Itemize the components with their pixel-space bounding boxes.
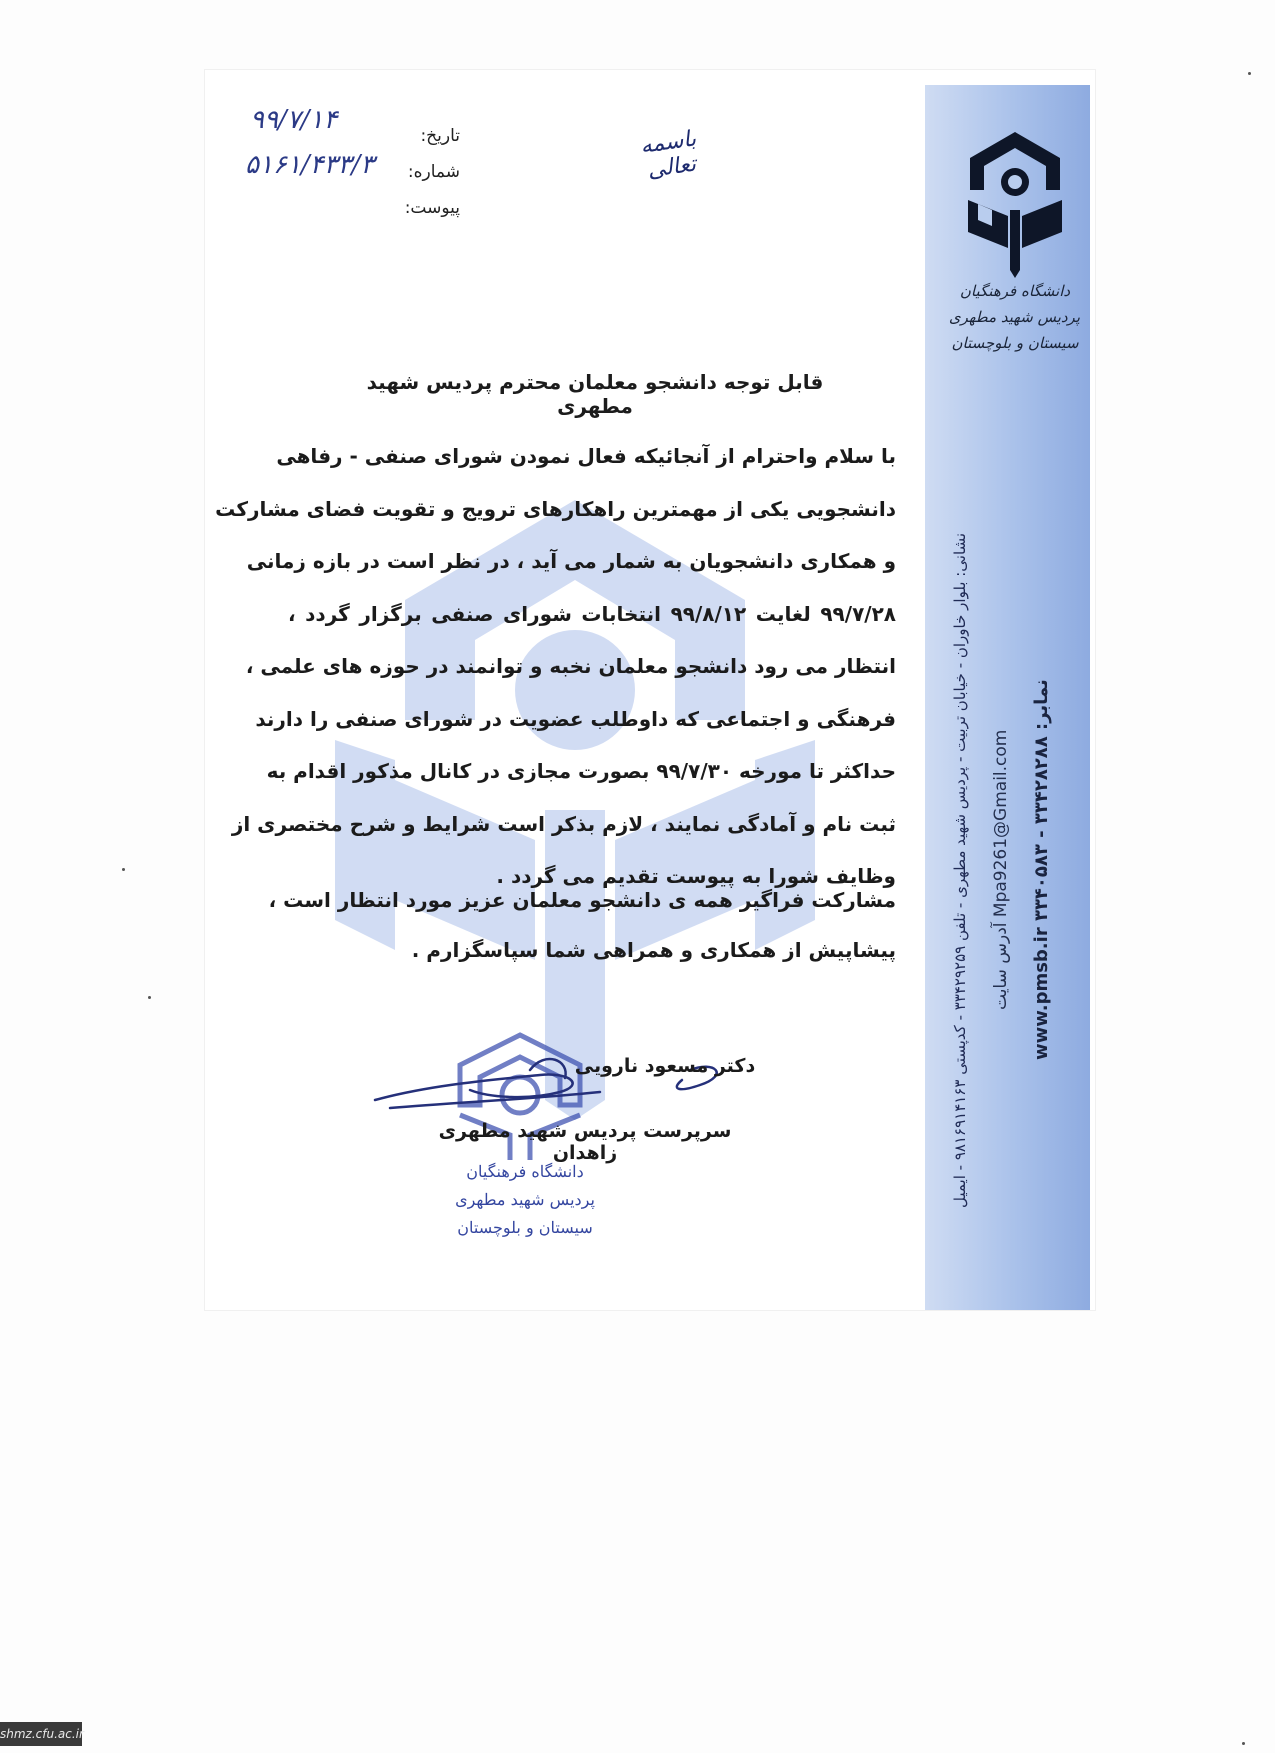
letter-meta-labels: [380, 118, 460, 226]
university-name: [950, 278, 1080, 356]
body-line: فرهنگی و اجتماعی که داوطلب عضویت در شورای صنفی را دارند: [255, 706, 896, 731]
body-line: و همکاری دانشجویان به شمار می آید ، در نظر است در بازه زمانی: [246, 549, 896, 573]
attachment-label: پیوست:: [404, 198, 460, 218]
closing-line: مشارکت فراگیر همه ی دانشجو معلمان عزیز مورد انتظار است ،: [268, 888, 896, 912]
handwritten-date: ۹۹/۷/۱۴: [250, 105, 338, 135]
letter-subject: قابل توجه دانشجو معلمان محترم پردیس شهید مطهری: [366, 370, 824, 418]
signer-title: سرپرست پردیس شهید مطهری زاهدان: [438, 1120, 732, 1164]
body-line: وظایف شورا به پیوست تقدیم می گردد .: [496, 864, 896, 888]
number-label: شماره:: [407, 162, 460, 182]
stamp-line: پردیس شهید مطهری: [455, 1190, 595, 1209]
bismillah-heading: باسمه تعالی: [638, 126, 698, 184]
scan-speck: [1248, 72, 1251, 75]
university-name-line: پردیس شهید مطهری: [948, 308, 1080, 326]
body-line: ۹۹/۷/۲۸ لغایت ۹۹/۸/۱۲ انتخابات شورای صنفی برگزار گردد ،: [288, 601, 896, 626]
body-line: با سلام واحترام از آنجائیکه فعال نمودن شورای صنفی - رفاهی: [276, 444, 896, 468]
signer-name: دکتر مسعود نارویی: [574, 1055, 756, 1077]
site-watermark-tag: shmz.cfu.ac.ir: [0, 1722, 82, 1746]
scan-speck: [148, 996, 151, 999]
letter-body: [215, 430, 896, 903]
body-line: دانشجویی یکی از مهمترین راهکارهای ترویج و تقویت فضای مشارکت: [215, 496, 896, 521]
university-logo: [960, 130, 1070, 280]
body-line: حداکثر تا مورخه ۹۹/۷/۳۰ بصورت مجازی در کانال مذکور اقدام به: [266, 759, 896, 783]
handwritten-letter-number: ۵۱۶۱/۴۳۳/۳: [245, 150, 375, 180]
address-line: نشانی: بلوار خاوران - خیابان تربیت - پردیس شهید مطهری - تلفن ۳۳۴۲۹۲۵۹ - کدپستی ۹۸۱۶۹۱۴۱۶۳ - ایمیل: [951, 532, 969, 1208]
scan-speck: [122, 868, 125, 871]
stamp-line: دانشگاه فرهنگیان: [466, 1162, 584, 1181]
letter-closing: [268, 875, 896, 975]
letterhead-contact-info: [945, 460, 1065, 1280]
email-line: آدرس سایت Mpa9261@Gmail.com: [991, 729, 1011, 1011]
date-label: تاریخ:: [420, 126, 460, 146]
scan-speck: [1242, 1742, 1245, 1745]
closing-line: پیشاپیش از همکاری و همراهی شما سپاسگزارم .: [411, 938, 896, 962]
stamp-line: سیستان و بلوچستان: [457, 1218, 593, 1237]
website-line: www.pmsb.ir ۳۳۴۰۵۸۳ - نمابر: ۳۳۴۲۸۲۸۸: [1031, 679, 1052, 1061]
stamp-text: [430, 1158, 620, 1242]
university-name-line: دانشگاه فرهنگیان: [959, 282, 1071, 300]
university-name-line: سیستان و بلوچستان: [951, 334, 1079, 352]
body-line: ثبت نام و آمادگی نمایند ، لازم بذکر است شرایط و شرح مختصری از: [231, 811, 896, 836]
body-line: انتظار می رود دانشجو معلمان نخبه و توانمند در حوزه های علمی ،: [245, 654, 896, 678]
